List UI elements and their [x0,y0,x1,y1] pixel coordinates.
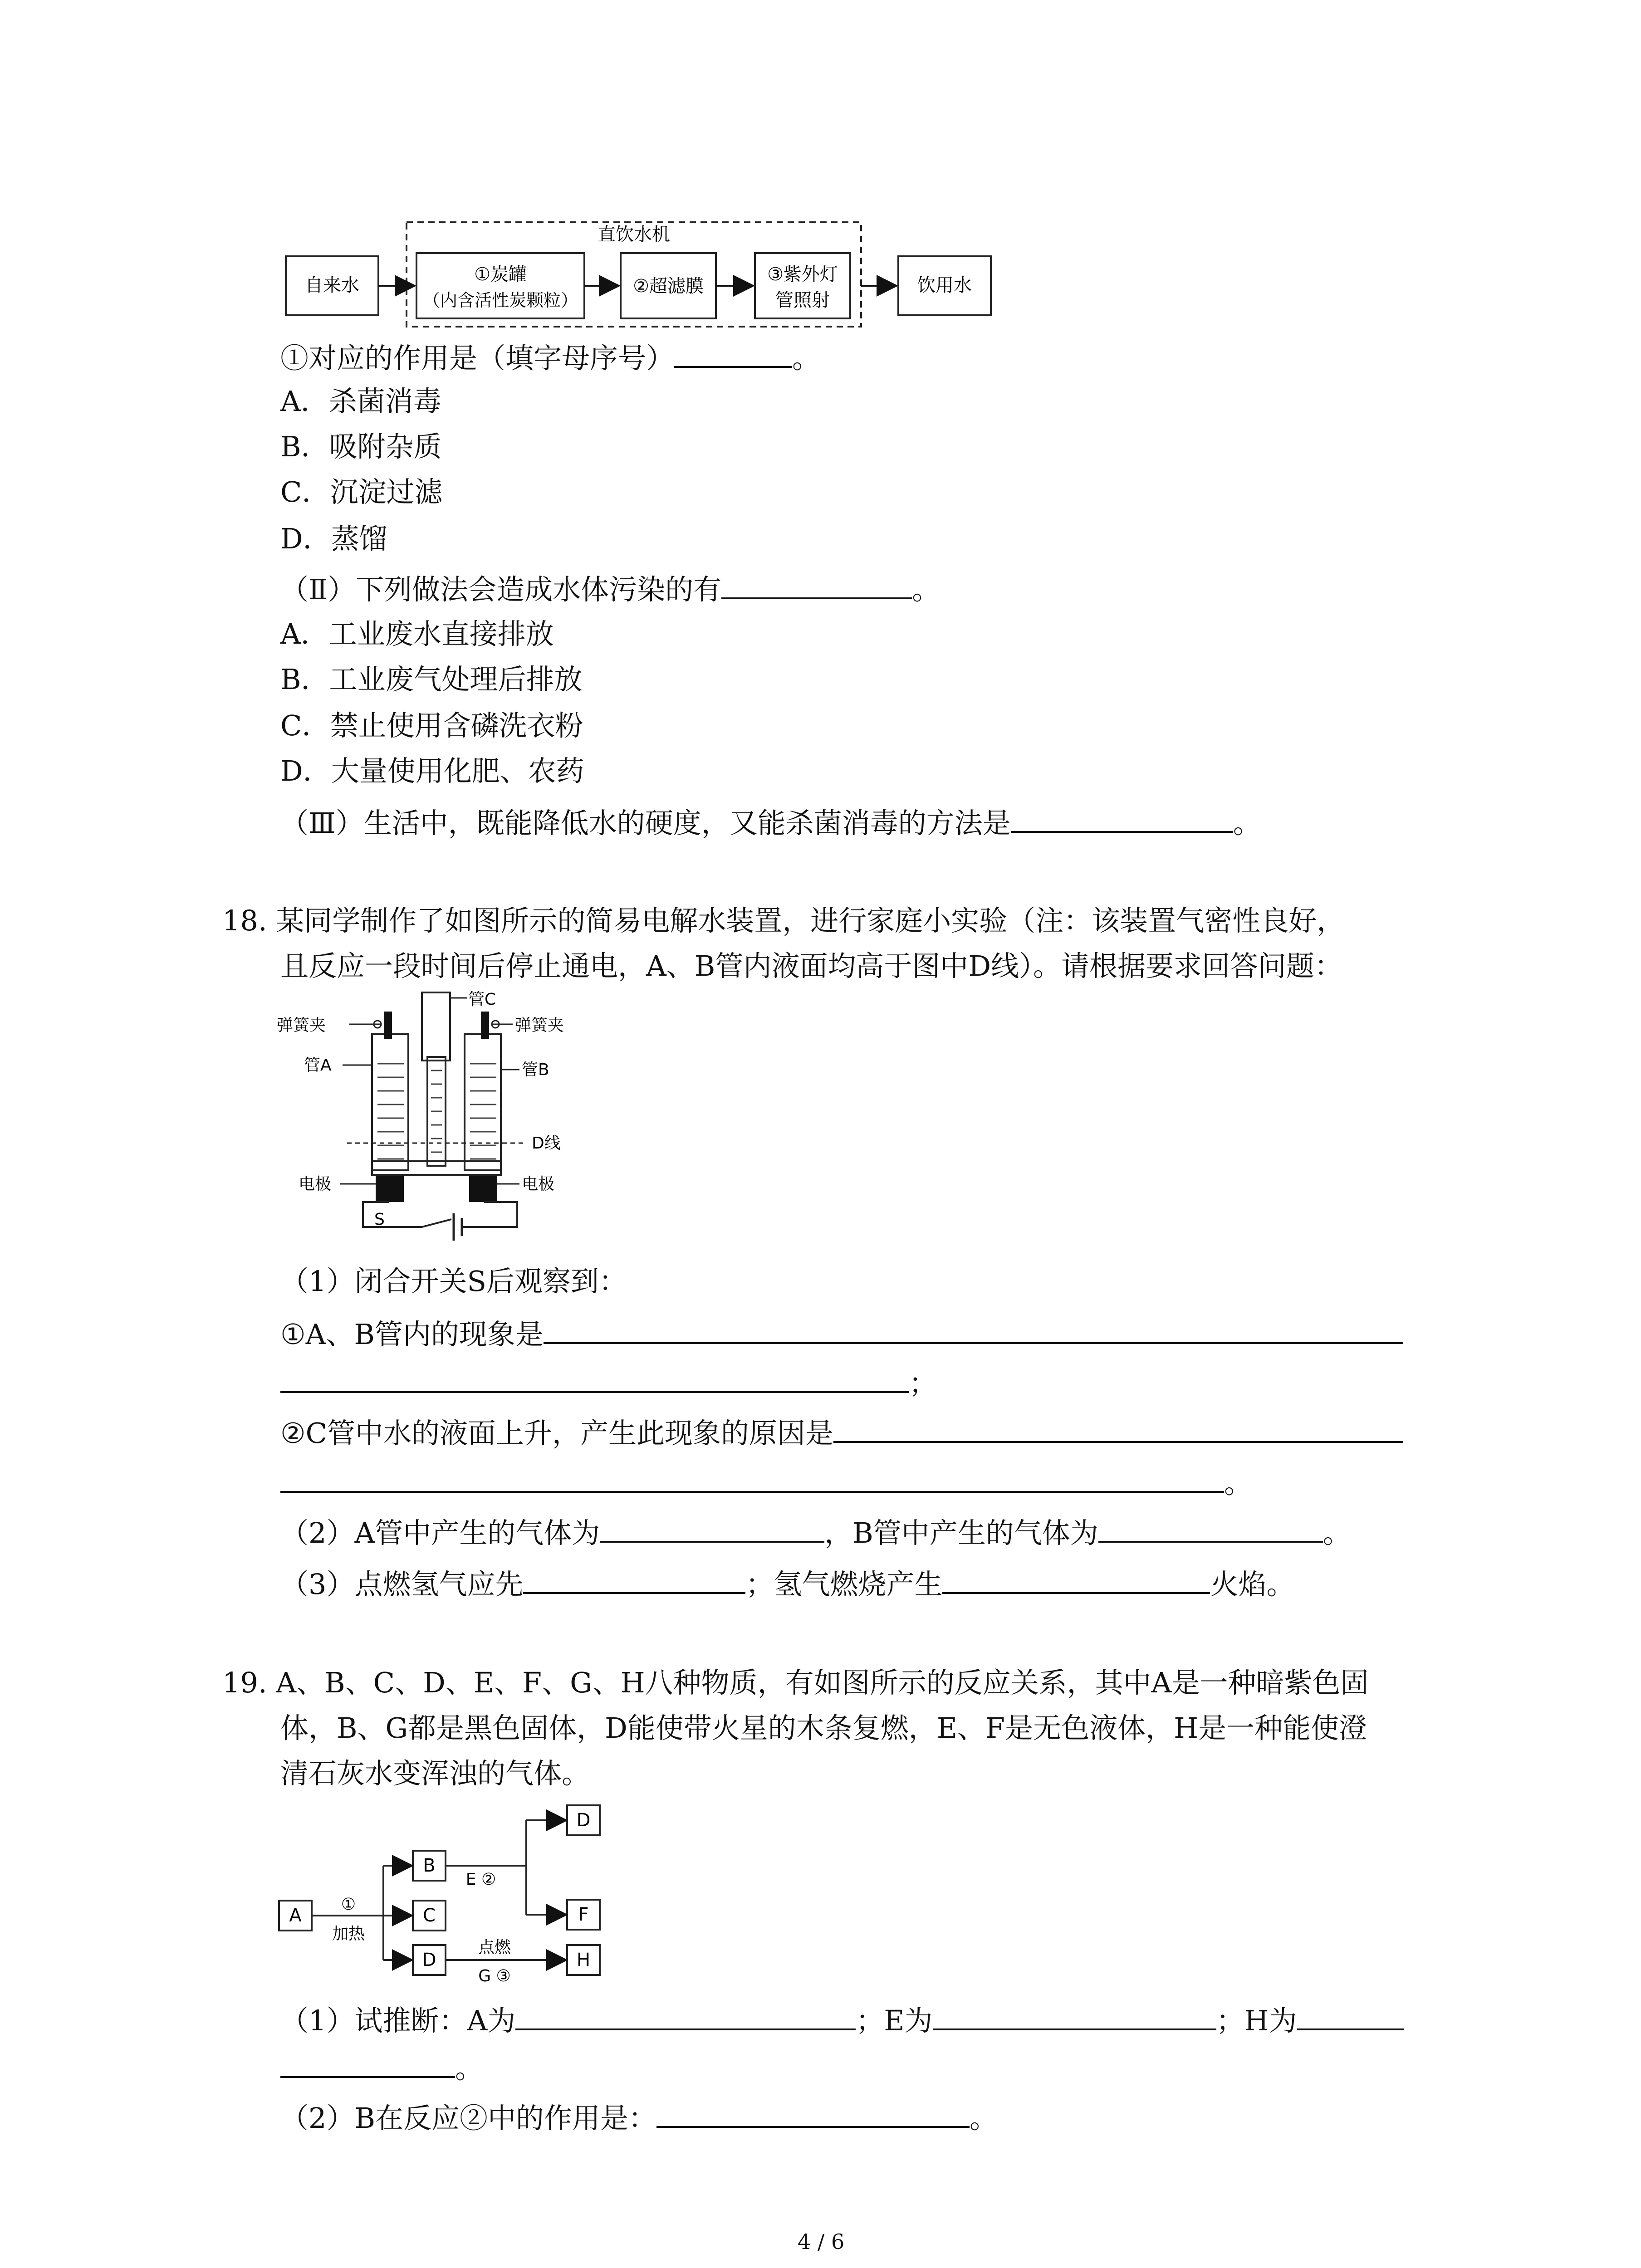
answer-blank[interactable] [280,1463,1224,1493]
q18-p3: （3）点燃氢气应先 ；氢气燃烧产生 火焰。 [280,1564,1294,1603]
q17-opt-a1: A．杀菌消毒 [280,385,441,418]
page-number: 4 / 6 [798,2229,845,2254]
label-c: C [423,1905,436,1926]
q19-p2: （2）B在反应②中的作用是： 。 [280,2098,998,2136]
answer-blank[interactable] [721,569,912,599]
label-d2: D [576,1810,591,1831]
step3-label-1: ③紫外灯 [767,264,838,285]
answer-blank[interactable] [674,338,792,368]
q19-stem-3: 清石灰水变浑浊的气体。 [280,1757,590,1790]
answer-blank[interactable] [523,1564,745,1594]
step2-label: ②超滤膜 [633,276,704,297]
q17-sub2: （Ⅱ）下列做法会造成水体污染的有 。 [280,569,940,608]
answer-blank[interactable] [1297,2000,1404,2030]
water-purifier-flow-diagram [272,213,1007,336]
label-tube-a: 管A [304,1056,332,1075]
answer-blank[interactable] [280,1363,909,1393]
q17-sub3: （Ⅲ）生活中，既能降低水的硬度，又能杀菌消毒的方法是 。 [280,803,1261,841]
label-clamp-left: 弹簧夹 [277,1016,326,1035]
step1-label-1: ①炭罐 [474,264,527,285]
label-h: H [576,1950,591,1970]
q17-opt-d2: D．大量使用化肥、农药 [280,754,584,787]
q18-p1b: ②C管中水的液面上升，产生此现象的原因是 [280,1413,1403,1452]
answer-blank[interactable] [1011,803,1233,833]
machine-label: 直饮水机 [598,224,670,245]
answer-blank[interactable] [544,1314,1403,1344]
label-a: A [289,1905,302,1926]
q19-stem-1: 19. A、B、C、D、E、F、G、H八种物质，有如图所示的反应关系，其中A是一种暗紫色固 [222,1666,1369,1699]
label-f: F [578,1904,589,1925]
answer-blank[interactable] [600,1513,824,1543]
label-tube-c: 管C [468,990,496,1009]
q17-opt-b1: B．吸附杂质 [280,430,442,463]
label-heat: 加热 [332,1925,365,1943]
q17-opt-c1: C．沉淀过滤 [280,475,443,508]
answer-blank[interactable] [933,2000,1216,2030]
answer-blank[interactable] [656,2098,970,2128]
q17-opt-a2: A．工业废水直接排放 [280,617,554,650]
label-d-line: D线 [532,1134,561,1153]
label-reaction-1: ① [341,1895,356,1914]
label-b: B [423,1855,436,1876]
label-g3: G ③ [478,1967,511,1985]
q18-p1: （1）闭合开关S后观察到： [280,1265,627,1298]
q17-opt-d1: D．蒸馏 [280,522,387,555]
label-ignite: 点燃 [478,1938,511,1957]
answer-blank[interactable] [1098,1513,1323,1543]
q19-p1: （1）试推断：A为 ；E为 ；H为 [280,2000,1404,2039]
step3-label-2: 管照射 [775,290,830,311]
q18-p1b-cont: 。 [280,1463,1252,1501]
q17-opt-b2: B．工业废气处理后排放 [280,663,583,696]
answer-blank[interactable] [280,2048,455,2078]
q18-p1a: ①A、B管内的现象是 [280,1314,1403,1353]
output-label: 饮用水 [917,275,972,296]
label-switch: S [374,1210,385,1229]
q18-stem-2: 且反应一段时间后停止通电，A、B管内液面均高于图中D线）。请根据要求回答问题： [280,949,1343,982]
answer-blank[interactable] [942,1564,1210,1594]
label-electrode-left: 电极 [299,1175,332,1193]
q18-p2: （2）A管中产生的气体为 ，B管中产生的气体为 。 [280,1513,1351,1551]
answer-blank[interactable] [833,1413,1403,1443]
electrolysis-apparatus-diagram [272,989,617,1252]
q18-stem-1: 18. 某同学制作了如图所示的简易电解水装置，进行家庭小实验（注：该装置气密性良好， [222,904,1345,937]
label-tube-b: 管B [522,1061,549,1079]
q18-p1a-cont: ； [280,1363,937,1402]
q17-sub1: ①对应的作用是（填字母序号） 。 [280,338,820,376]
q17-opt-c2: C．禁止使用含磷洗衣粉 [280,709,583,742]
label-electrode-right: 电极 [522,1175,555,1193]
q19-stem-2: 体，B、G都是黑色固体，D能使带火星的木条复燃，E、F是无色液体，H是一种能使澄 [280,1711,1367,1745]
label-d: D [422,1950,436,1970]
q19-p1-cont: 。 [280,2048,483,2087]
step1-label-2: （内含活性炭颗粒） [422,290,578,310]
reaction-relation-diagram [272,1801,626,1991]
label-clamp-right: 弹簧夹 [515,1016,564,1035]
source-label: 自来水 [305,275,359,296]
answer-blank[interactable] [515,2000,856,2030]
label-e2: E ② [465,1870,496,1889]
